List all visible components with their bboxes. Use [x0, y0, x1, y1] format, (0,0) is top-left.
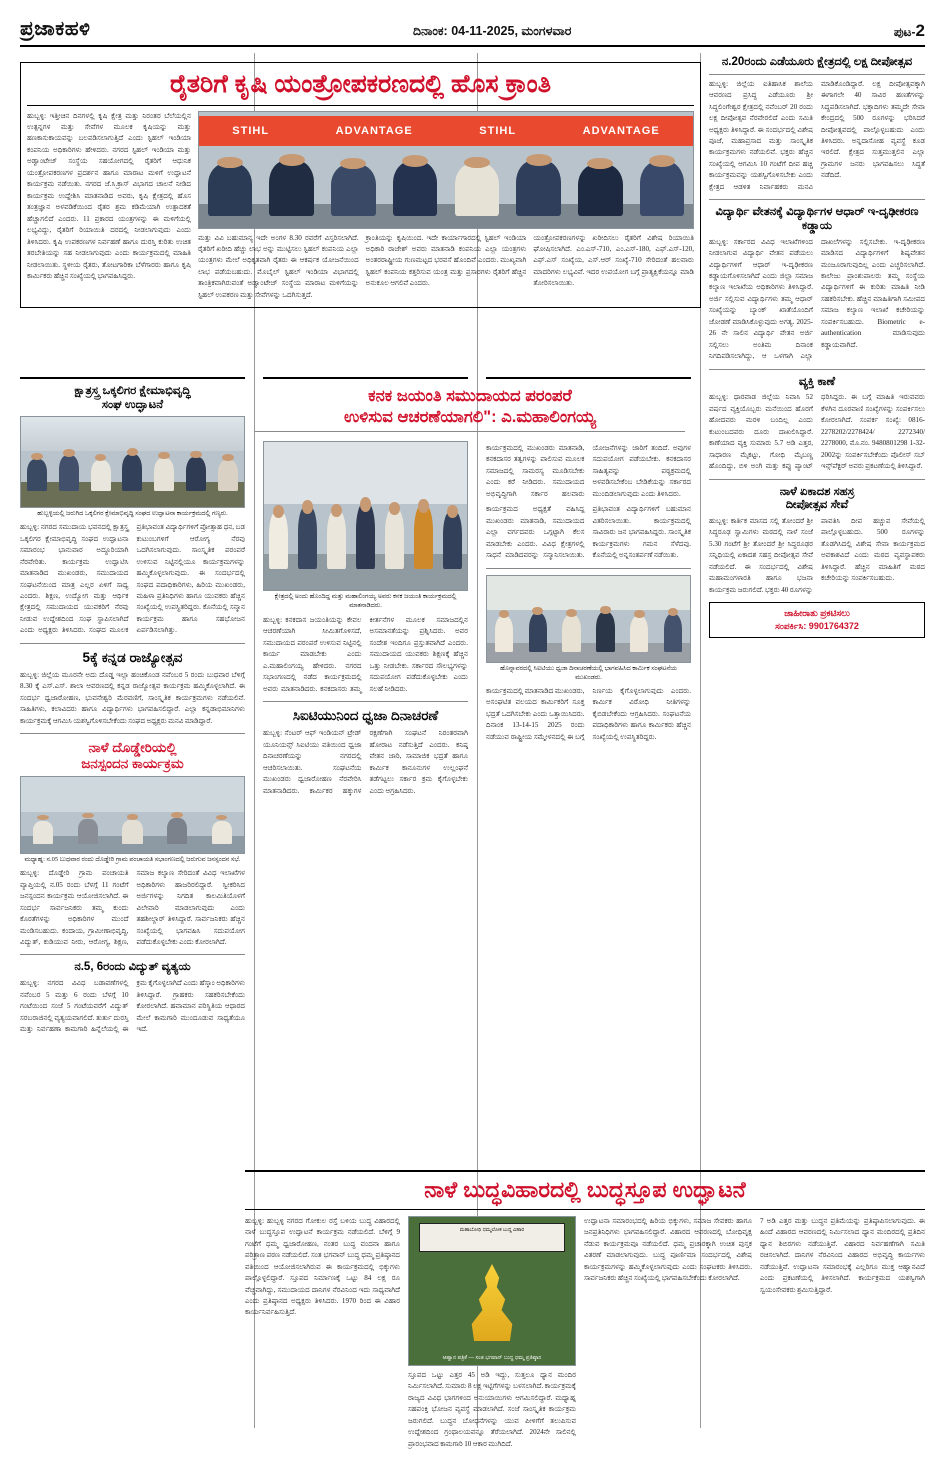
lead-content [27, 111, 694, 302]
buddha-col-3 [584, 1216, 752, 1450]
stupa-illustration [462, 1264, 522, 1341]
citu-photo-caption: ಹೊನ್ನಾವರದಲ್ಲಿ ಸಿಐಟಿಯು ಧ್ವಜಾ ದಿನಾಚರಣೆಯಲ್ಲಿ ಭಾಗವಹಿಸಿದ ಕಾರ್ಮಿಕ ಸಂಘಟನೆಯ ಮುಖಂಡರು. [500, 664, 677, 681]
divider [263, 701, 468, 702]
missing-person-headline: ವ್ಯಕ್ತಿ ಕಾಣೆ [798, 375, 836, 388]
lead-story [20, 62, 701, 308]
lead-body-1: ಹುಬ್ಬಳ್ಳಿ: ಇತ್ತೀಚಿನ ದಿನಗಳಲ್ಲಿ ಕೃಷಿ ಕ್ಷೇತ್ರ ಮತ್ತು ನಿರಂತರ ಬೆಲೆಯಲ್ಲಿನ ಉತ್ಪನ್ನಗಳ ಮತ್ತು ಸೇವೆಗಳ ಮೂಲಕ ಕೃಷಿಯನ್ನು ಮತ್ತು ಹಣಕಾಸುಕಾಯವನ್ನು ಬಲಪಡಿಸಲಾಗುತ್ತಿದೆ ಎಂದು ಸ್ಟಿಹಲ್ ಇಂಡಿಯಾ ಕಂಪನಿಯ ಅಧಿಕಾರಿಗಳು ಹೇಳಿದರು. ನಗರದ ಸ್ಟಿಹಲ್ ಇಂಡಿಯಾ ಮತ್ತು ಅಡ್ವಾಂಟೇಜ್ ಸಂಸ್ಥೆಯ ಸಹಯೋಗದಲ್ಲಿ ರೈತರಿಗೆ ಆಧುನಿಕ ಯಂತ್ರೋಪಕರಣಗಳ ಪ್ರದರ್ಶನ ಹಾಗೂ ಮಾರಾಟ ಮಳಿಗೆ ಉದ್ಘಾಟನೆ ಕಾರ್ಯಕ್ರಮ ನಡೆಯಿತು. ನಗರದ ಜೆ.ಸಿ.ಕ್ರಾಸ್ ವಿಭಾಗದ ಚಾಲನೆ ನೀಡಿದ ಕಾರ್ಯಕ್ರಮ ಉದ್ದೇಶಿಸಿ ಮಾತನಾಡಿದ ಅವರು, ಕೃಷಿ ಕ್ಷೇತ್ರದಲ್ಲಿ ಹೊಸ ತಂತ್ರಜ್ಞಾನ ಅಳವಡಿಕೆಯಿಂದ ರೈತರ ಶ್ರಮ ಕಡಿಮೆಯಾಗಿ ಉತ್ಪಾದಕತೆ ಹೆಚ್ಚಾಗಲಿದೆ ಎಂದರು. 11 ಪ್ರಕಾರದ ಯಂತ್ರಗಳನ್ನು ಈ ಮಳಿಗೆಯಲ್ಲಿ ಲಭ್ಯವಿದ್ದು, ರೈತರಿಗೆ ರಿಯಾಯಿತಿ ದರದಲ್ಲಿ ನೀಡಲಾಗುವುದು ಎಂದು ತಿಳಿಸಿದರು. ಕೃಷಿ ಉಪಕರಣಗಳ ನಿರ್ವಹಣೆ ಹಾಗೂ ದುರಸ್ತಿ ಕುರಿತು ಉಚಿತ ತರಬೇತಿಯನ್ನು ಸಹ ನೀಡಲಾಗುವುದು ಎಂದು ಕಾರ್ಯಕ್ರಮದಲ್ಲಿ ಮಾಹಿತಿ ನೀಡಲಾಯಿತು. ಸ್ಥಳೀಯ ರೈತರು, ತೋಟಗಾರಿಕಾ ಬೆಳೆಗಾರರು ಹಾಗೂ ಕೃಷಿ ಕಾರ್ಮಿಕರು ಹೆಚ್ಚಿನ ಸಂಖ್ಯೆಯಲ್ಲಿ ಭಾಗವಹಿಸಿದ್ದರು. [27, 111, 191, 281]
kanaka-photo-caption: ಕ್ಷೇತ್ರದಲ್ಲಿ ಅಂದು ಹೊಂದಿದ್ದ ಮತ್ತು ಮಹಾಲಿಂಗಯ್ಯ ಅವರು ಕನಕ ಜಯಂತಿ ಕಾರ್ಯಕ್ರಮದಲ್ಲಿ ಮಾತನಾಡಿದರು. [274, 593, 457, 609]
article-janaspandana [20, 740, 245, 948]
article-edeyuru [709, 56, 925, 193]
buddha-col-1 [245, 1216, 400, 1450]
article-rajyotsava [20, 650, 245, 727]
ad-contact-line1: ಜಾಹೀರಾತು ಪ್ರಕಟಿಸಲು [784, 608, 850, 619]
buddha-stupa-photo [408, 1216, 576, 1366]
divider [263, 377, 468, 379]
lead-body-3: ಕ್ರಾಂತಿಯನ್ನು ಕೃಷಿಯಿಂದ. ಇದೇ ಕಾರ್ಯಾಗಾರದಲ್ಲಿ ಸ್ಟಿಹಲ್ ಇಂಡಿಯಾ ಅಧಿಕಾರಿ ರಾಜೇಶ್ ಅವರು ಮಾತನಾಡಿ ಕಂಪನಿಯ ಎಲ್ಲಾ ಯಂತ್ರಗಳು ಅಂತರರಾಷ್ಟ್ರೀಯ ಗುಣಮಟ್ಟದ ಭರವಸೆ ಹೊಂದಿವೆ ಎಂದರು. ಮುಖ್ಯವಾಗಿ ಸ್ಟಿಹಲ್ ಕಂಪನಿಯ ಕತ್ತರಿಸುವ ಯಂತ್ರ ಮತ್ತು ಪ್ರಸಾರಗಳು ರೈತರಿಗೆ ಹೆಚ್ಚಿನ ಅನುಕೂಲ ಆಗಲಿವೆ ಎಂದರು. [365, 233, 527, 288]
lead-col-photo-and-text [198, 111, 694, 302]
lead-body-4: ಯಂತ್ರೋಪಕರಣಗಳನ್ನು ಖರೀದಿಸಲು ರೈತರಿಗೆ ವಿಶೇಷ ರಿಯಾಯಿತಿ ಘೋಷಿಸಲಾಗಿದೆ. ಎಂ.ಎಸ್-710, ಎಂ.ಎಸ್-180, ಎಫ್.ಎಸ್-120, ಎಫ್.ಎಸ್ ಸಂಖ್ಯೆಯ, ಎಸ್.ಆರ್ ಸಂಖ್ಯೆ-710 ಸೇರಿದಂತೆ ಹಲವಾರು ಮಾದರಿಗಳು ಲಭ್ಯವಿವೆ. ಇದರ ಉಪಯೋಗ ಬಗ್ಗೆ ಪ್ರಾತ್ಯಕ್ಷಿಕೆಯನ್ನೂ ಮಾಡಿ ತೋರಿಸಲಾಯಿತು. [533, 233, 695, 288]
deepotsava-headline-line1: ನಾಳೆ ಏಕಾದಶ ಸಹಸ್ರ [779, 485, 855, 498]
article-missing-person [709, 376, 925, 473]
issue-date: ದಿನಾಂಕ: 04-11-2025, ಮಂಗಳವಾರ [412, 24, 572, 38]
citu-body-left: ಹುಬ್ಬಳ್ಳಿ: ಸೆಂಟರ್ ಆಫ್ ಇಂಡಿಯನ್ ಟ್ರೇಡ್ ಯೂನಿಯನ್ಸ್ ಸಿಐಟಿಯು ವತಿಯಿಂದ ಧ್ವಜಾ ದಿನಾಚರಣೆಯನ್ನು ನಗರದಲ್ಲಿ ಆಚರಿಸಲಾಯಿತು. ಸಂಘಟನೆಯ ಮುಖಂಡರು ಧ್ವಜಾರೋಹಣ ನೆರವೇರಿಸಿ ಮಾತನಾಡಿದರು. ಕಾರ್ಮಿಕರ ಹಕ್ಕುಗಳ ರಕ್ಷಣೆಗಾಗಿ ಸಂಘಟನೆ ನಿರಂತರವಾಗಿ ಹೋರಾಟ ನಡೆಸುತ್ತಿದೆ ಎಂದರು. ಕನಿಷ್ಠ ವೇತನ ಜಾರಿ, ಸಾಮಾಜಿಕ ಭದ್ರತೆ ಹಾಗೂ ಕಾರ್ಮಿಕ ಕಾನೂನುಗಳ ಉಲ್ಲಂಘನೆ ತಡೆಗಟ್ಟಲು ಸರ್ಕಾರ ಕ್ರಮ ಕೈಗೊಳ್ಳಬೇಕು ಎಂದು ಆಗ್ರಹಿಸಿದರು. [263, 729, 468, 795]
page-number: 2 [915, 21, 925, 40]
divider [486, 377, 691, 379]
kanaka-body-right: ಕಾರ್ಯಕ್ರಮದಲ್ಲಿ ಮುಖಂಡರು ಮಾತನಾಡಿ, ಕನಕದಾಸರ ತತ್ವಗಳನ್ನು ಪಾಲಿಸುವ ಮೂಲಕ ಸಮಾಜದಲ್ಲಿ ಸಾಮರಸ್ಯ ಮೂಡಿಸಬೇಕು ಎಂದು ಕರೆ ನೀಡಿದರು. ಸಮುದಾಯದ ಅಭಿವೃದ್ಧಿಗಾಗಿ ಸರ್ಕಾರ ಹಲವಾರು ಯೋಜನೆಗಳನ್ನು ಜಾರಿಗೆ ತಂದಿದೆ. ಅವುಗಳ ಸದುಪಯೋಗ ಪಡೆಯಬೇಕು. ಕನಕದಾಸರ ಸಾಹಿತ್ಯವನ್ನು ಪಠ್ಯಕ್ರಮದಲ್ಲಿ ಅಳವಡಿಸಬೇಕೆಂಬ ಬೇಡಿಕೆಯನ್ನು ಸರ್ಕಾರದ ಮುಂದಿಡಲಾಗುವುದು ಎಂದು ತಿಳಿಸಿದರು. [486, 444, 691, 498]
advertisement-contact-box[interactable] [709, 602, 925, 638]
divider [709, 479, 925, 480]
divider [20, 643, 245, 644]
divider [20, 733, 245, 734]
scholarship-body: ಹುಬ್ಬಳ್ಳಿ: ಸರ್ಕಾರದ ವಿವಿಧ ಇಲಾಖೆಗಳಿಂದ ನೀಡಲಾಗುವ ವಿದ್ಯಾರ್ಥಿ ವೇತನ ಪಡೆಯಲು ವಿದ್ಯಾರ್ಥಿಗಳಿಗೆ ಆಧಾರ್ ಇ-ದೃಢೀಕರಣ ಕಡ್ಡಾಯಗೊಳಿಸಲಾಗಿದೆ ಎಂದು ಜಿಲ್ಲಾ ಸಮಾಜ ಕಲ್ಯಾಣ ಇಲಾಖೆಯ ಅಧಿಕಾರಿಗಳು ತಿಳಿಸಿದ್ದಾರೆ. ಅರ್ಜಿ ಸಲ್ಲಿಸುವ ವಿದ್ಯಾರ್ಥಿಗಳು ತಮ್ಮ ಆಧಾರ್ ಸಂಖ್ಯೆಯನ್ನು ಬ್ಯಾಂಕ್ ಖಾತೆಯೊಂದಿಗೆ ಜೋಡಣೆ ಮಾಡಿಸಿಕೊಳ್ಳುವುದು ಅಗತ್ಯ. 2025-26 ನೇ ಸಾಲಿನ ವಿದ್ಯಾರ್ಥಿ ವೇತನ ಅರ್ಜಿ ಸಲ್ಲಿಸಲು ಅಂತಿಮ ದಿನಾಂಕ ನಿಗದಿಪಡಿಸಲಾಗಿದ್ದು, ಆ ಒಳಗಾಗಿ ಎಲ್ಲಾ ದಾಖಲೆಗಳನ್ನು ಸಲ್ಲಿಸಬೇಕು. ಇ-ದೃಢೀಕರಣ ಮಾಡಿಸದ ವಿದ್ಯಾರ್ಥಿಗಳಿಗೆ ಶಿಷ್ಯವೇತನ ಮಂಜೂರಾಗುವುದಿಲ್ಲ ಎಂದು ಎಚ್ಚರಿಸಲಾಗಿದೆ. ಕಾಲೇಜು ಪ್ರಾಂಶುಪಾಲರು ತಮ್ಮ ಸಂಸ್ಥೆಯ ವಿದ್ಯಾರ್ಥಿಗಳಿಗೆ ಈ ಕುರಿತು ಮಾಹಿತಿ ನೀಡಿ ಸಹಕರಿಸಬೇಕು. ಹೆಚ್ಚಿನ ಮಾಹಿತಿಗಾಗಿ ಸಮೀಪದ ಸಮಾಜ ಕಲ್ಯಾಣ ಇಲಾಖೆ ಕಚೇರಿಯನ್ನು ಸಂಪರ್ಕಿಸಬಹುದು. Biometric e-authentication ಮಾಡಿಸುವುದು ಕಡ್ಡಾಯವಾಗಿದೆ. [709, 237, 925, 361]
okkaligara-photo-caption: ಹುಬ್ಬಳ್ಳಿಯಲ್ಲಿ ಜರುಗಿದ ಒಕ್ಕಲಿಗರ ಕ್ಷೇಮಾಭಿವೃದ್ಧಿ ಸಂಘದ ಉದ್ಘಾಟನಾ ಕಾರ್ಯಕ್ರಮದಲ್ಲಿ ಗಣ್ಯರು. [37, 510, 228, 518]
divider [255, 431, 685, 432]
janaspandana-photo-caption: ಮಧ್ಯಾಹ್ನ: ನ.05 ಬುಧವಾರ ರಂದು ದೊಡ್ಡೇರಿ ಗ್ರಾಮ ಪಂಚಾಯತಿ ಸಭಾಂಗಣದಲ್ಲಿ ಜರುಗುವ ಜನಸ್ಪಂದನ ಸಭೆ. [24, 856, 241, 864]
kanaka-headline [255, 386, 685, 427]
lead-col-1 [27, 111, 191, 302]
divider [20, 377, 245, 379]
missing-person-body: ಹುಬ್ಬಳ್ಳಿ: ಧಾರವಾಡ ಜಿಲ್ಲೆಯ ನಿವಾಸಿ 52 ವರ್ಷದ ವ್ಯಕ್ತಿಯೊಬ್ಬರು ಮನೆಯಿಂದ ಹೊರಗೆ ಹೋದವರು ಮರಳಿ ಬಂದಿಲ್ಲ ಎಂದು ಕುಟುಂಬದವರು ದೂರು ದಾಖಲಿಸಿದ್ದಾರೆ. ಕಾಣೆಯಾದ ವ್ಯಕ್ತಿ ಸುಮಾರು 5.7 ಅಡಿ ಎತ್ತರ, ಸಾಧಾರಣ ಮೈಕಟ್ಟು, ಗೋಧಿ ಮೈಬಣ್ಣ ಹೊಂದಿದ್ದು, ಬಿಳಿ ಅಂಗಿ ಮತ್ತು ಕಪ್ಪು ಪ್ಯಾಂಟ್ ಧರಿಸಿದ್ದರು. ಈ ಬಗ್ಗೆ ಮಾಹಿತಿ ಇರುವವರು ಕೆಳಗಿನ ದೂರವಾಣಿ ಸಂಖ್ಯೆಗಳನ್ನು ಸಂಪರ್ಕಿಸಲು ಕೋರಲಾಗಿದೆ. ಸಂಪರ್ಕ ಸಂಖ್ಯೆ: 0816-2278202/2278424/ 2272340/ 2278000, ಮೊ.ನಂ. 9480801298 1-32-2002ನ್ನು ಸಂಪರ್ಕಿಸಬೇಕೆಂದು ಪೊಲೀಸ್ ಸಬ್ ಇನ್ಸ್‌ಪೆಕ್ಟರ್ ಅವರು ಪ್ರಕಟಣೆಯಲ್ಲಿ ತಿಳಿಸಿದ್ದಾರೆ. [709, 393, 925, 471]
scholarship-headline: ವಿದ್ಯಾರ್ಥಿ ವೇತನಕ್ಕೆ ವಿದ್ಯಾರ್ಥಿಗಳ ಆಧಾರ್ ಇ-ದೃಢೀಕರಣ ಕಡ್ಡಾಯ [715, 206, 919, 232]
page-number-label [894, 21, 925, 41]
lead-story-box [20, 62, 701, 308]
kanaka-headline-line1: ಕನಕ ಜಯಂತಿ ಸಮುದಾಯದ ಪರಂಪರೆ [368, 387, 572, 405]
edeyuru-body: ಹುಬ್ಬಳ್ಳಿ: ಜಿಲ್ಲೆಯ ಐತಿಹಾಸಿಕ ಶಾಲೆಯ ಆವರಣದ ಪ್ರಸಿದ್ಧ ಎಡೆಯೂರು ಶ್ರೀ ಸಿದ್ಧಲಿಂಗೇಶ್ವರ ಕ್ಷೇತ್ರದಲ್ಲಿ ನವೆಂಬರ್ 20 ರಂದು ಲಕ್ಷ ದೀಪೋತ್ಸವ ನೆರವೇರಲಿದೆ ಎಂದು ಸಮಿತಿ ಅಧ್ಯಕ್ಷರು ತಿಳಿಸಿದ್ದಾರೆ. ಈ ಸಂದರ್ಭದಲ್ಲಿ ವಿಶೇಷ ಪೂಜೆ, ಮಹಾಪ್ರಸಾದ ಮತ್ತು ಸಾಂಸ್ಕೃತಿಕ ಕಾರ್ಯಕ್ರಮಗಳು ನಡೆಯಲಿವೆ. ಭಕ್ತರು ಹೆಚ್ಚಿನ ಸಂಖ್ಯೆಯಲ್ಲಿ ಆಗಮಿಸಿ 10 ಗಂಟೆಗೆ ದೀಪ ಹಚ್ಚಿ ಕಾರ್ಯಕ್ರಮವನ್ನು ಯಶಸ್ವಿಗೊಳಿಸಬೇಕು ಎಂದು ಕ್ಷೇತ್ರದ ಆಡಳಿತ ನಿರ್ವಾಹಕರು ಮನವಿ ಮಾಡಿಕೊಂಡಿದ್ದಾರೆ. ಲಕ್ಷ ದೀಪೋತ್ಸವಕ್ಕಾಗಿ ಈಗಾಗಲೇ 40 ಸಾವಿರ ಹಣತೆಗಳನ್ನು ಸಿದ್ಧಪಡಿಸಲಾಗಿದೆ. ಭಕ್ತಾದಿಗಳು ತಮ್ಮದೇ ಸೇವಾ ಕೇಂದ್ರದಲ್ಲಿ 500 ರೂಗಳನ್ನು ಭರಿಸಿದರೆ ದೀಪೋತ್ಸವದಲ್ಲಿ ಪಾಲ್ಗೊಳ್ಳಬಹುದು ಎಂದು ತಿಳಿಸಿದರು. ಅನ್ನದಾಸೋಹ ವ್ಯವಸ್ಥೆ ಕೂಡ ಇರಲಿದೆ. ಕ್ಷೇತ್ರದ ಸುತ್ತಮುತ್ತಲಿನ ಎಲ್ಲಾ ಗ್ರಾಮಗಳ ಜನರು ಭಾಗವಹಿಸಲು ಸಿದ್ಧತೆ ನಡೆದಿದೆ. [709, 79, 925, 191]
page-label-text: ಪುಟ- [893, 25, 916, 39]
kanaka-headline-line2: ಉಳಿಸುವ ಆಚರಣೆಯಾಗಲಿ": ಎ.ಮಹಾಲಿಂಗಯ್ಯ [343, 407, 596, 426]
invitation-banner: ಮಹಾಬೋಧಿ ಧಮ್ಮಲೋಕ ಬುದ್ಧ ವಿಹಾರ [419, 1223, 565, 1253]
janaspandana-headline [20, 740, 245, 772]
divider [709, 199, 925, 200]
divider [709, 74, 925, 75]
buddha-body-2: ಸ್ತೂಪದ ಒಟ್ಟು ಎತ್ತರ 45 ಅಡಿ ಇದ್ದು, ಸುತ್ತಲೂ ಧ್ಯಾನ ಮಂದಿರ ನಿರ್ಮಿಸಲಾಗಿದೆ. ಸುಮಾರು 8 ಲಕ್ಷ ಇಟ್ಟಿಗೆಗಳನ್ನು ಬಳಸಲಾಗಿದೆ. ಕಾರ್ಯಕ್ರಮಕ್ಕೆ ರಾಜ್ಯದ ವಿವಿಧ ಭಾಗಗಳಿಂದ ಅನುಯಾಯಿಗಳು ಆಗಮಿಸಲಿದ್ದಾರೆ. ಮಧ್ಯಾಹ್ನ ಸಹಪಂಕ್ತಿ ಭೋಜನ ವ್ಯವಸ್ಥೆ ಮಾಡಲಾಗಿದೆ. ಸಂಜೆ ಸಾಂಸ್ಕೃತಿಕ ಕಾರ್ಯಕ್ರಮ ಜರುಗಲಿದೆ. ಬುದ್ಧನ ಬೋಧನೆಗಳನ್ನು ಯುವ ಪೀಳಿಗೆಗೆ ತಲುಪಿಸುವ ಉದ್ದೇಶದಿಂದ ಗ್ರಂಥಾಲಯವನ್ನೂ ತೆರೆಯಲಾಗಿದೆ. 2024ನೇ ಸಾಲಿನಲ್ಲಿ ಪ್ರಾರಂಭವಾದ ಕಾಮಗಾರಿ 10 ಆಕಾರ ಮುಗಿದಿದೆ. [408, 1370, 577, 1448]
article-buddha-stupa [245, 1164, 925, 1450]
lead-photo [198, 111, 694, 229]
divider [486, 568, 691, 569]
citu-headline: ಸಿಐಟಿಯುನಿಂದ ಧ್ವಜಾ ದಿನಾಚರಣೆ [292, 708, 439, 724]
deepotsava-body: ಹುಬ್ಬಳ್ಳಿ: ಕಾರ್ತಿಕ ಮಾಸದ ಸಲ್ಲಿ ತೋಂದರೆ ಶ್ರೀ ಸಿದ್ಧರೂಢ ಸ್ವಾಮಿಗಳು ಮಠದಲ್ಲಿ ನಾಳೆ ಸಂಜೆ 5.30 ಗಂಟೆಗೆ ಶ್ರೀ ತೋಂದರೆ ಶ್ರೀ ಸಿದ್ಧರೂಢರ ಸನ್ನಿಧಿಯಲ್ಲಿ ಏಕಾದಶ ಸಹಸ್ರ ದೀಪೋತ್ಸವ ಸೇವೆ ನಡೆಯಲಿದೆ. ಈ ಸಂದರ್ಭದಲ್ಲಿ ವಿಶೇಷ ಮಹಾಮಂಗಳಾರತಿ ಹಾಗೂ ಭಜನಾ ಕಾರ್ಯಕ್ರಮ ಜರುಗಲಿದೆ. ಭಕ್ತರು 40 ರೂಗಳನ್ನು ಪಾವತಿಸಿ ದೀಪ ಹಚ್ಚುವ ಸೇವೆಯಲ್ಲಿ ಪಾಲ್ಗೊಳ್ಳಬಹುದು. 500 ರೂಗಳನ್ನು ತೊಡಗಿಸಿದಲ್ಲಿ ವಿಶೇಷ ಸೇವಾ ಕಾರ್ಯಕ್ರಮದ ಅವಕಾಶವಿದೆ ಎಂದು ಮಠದ ವ್ಯವಸ್ಥಾಪಕರು ತಿಳಿಸಿದ್ದಾರೆ. ಹೆಚ್ಚಿನ ಮಾಹಿತಿಗೆ ಮಠದ ಕಚೇರಿಯನ್ನು ಸಂಪರ್ಕಿಸಬಹುದು. [709, 516, 925, 594]
kanaka-photo [263, 441, 468, 591]
janaspandana-photo [20, 776, 245, 854]
divider [709, 369, 925, 370]
buddha-content [245, 1216, 925, 1450]
lead-captions-row [198, 233, 694, 302]
article-scholarship-aadhaar [709, 206, 925, 362]
okkaligara-headline-line1: ಕ್ಷಾತ್ರಸ್ತ್ರ ಒಕ್ಕಲಿಗರ ಕ್ಷೇಮಾಭಿವೃದ್ಧಿ [74, 385, 191, 397]
okkaligara-photo [20, 416, 245, 508]
buddha-col-photo [408, 1216, 576, 1450]
buddha-body-3: ಉದ್ಘಾಟನಾ ಸಮಾರಂಭದಲ್ಲಿ ಹಿರಿಯ ಭಿಕ್ಕುಗಳು, ಸಮಾಜ ಸೇವಕರು ಹಾಗೂ ಜನಪ್ರತಿನಿಧಿಗಳು ಭಾಗವಹಿಸಲಿದ್ದಾರೆ. ವಿಹಾರದ ಆವರಣದಲ್ಲಿ ಬೋಧಿವೃಕ್ಷ ನೆಡುವ ಕಾರ್ಯಕ್ರಮವೂ ನಡೆಯಲಿದೆ. ಧಮ್ಮ ಪ್ರಚಾರಕ್ಕಾಗಿ ಉಚಿತ ಪುಸ್ತಕ ವಿತರಣೆ ಮಾಡಲಾಗುವುದು. ಬುದ್ಧ ಪೂರ್ಣಿಮಾ ಸಂದರ್ಭದಲ್ಲಿ ವಿಶೇಷ ಕಾರ್ಯಕ್ರಮಗಳನ್ನು ಹಮ್ಮಿಕೊಳ್ಳಲಾಗುವುದು ಎಂದು ಸಂಘಟಕರು ತಿಳಿಸಿದರು. ಸಾರ್ವಜನಿಕರು ಹೆಚ್ಚಿನ ಸಂಖ್ಯೆಯಲ್ಲಿ ಭಾಗವಹಿಸಬೇಕೆಂದು ಕೋರಲಾಗಿದೆ. [584, 1216, 752, 1283]
buddha-body-4: 7 ಅಡಿ ಎತ್ತರ ಮತ್ತು ಬುದ್ಧನ ಪ್ರತಿಮೆಯನ್ನು ಪ್ರತಿಷ್ಠಾಪಿಸಲಾಗುವುದು. ಈ ಹಿಂದೆ ವಿಹಾರದ ಆವರಣದಲ್ಲಿ ನಿರ್ಮಿಸಲಾದ ಧ್ಯಾನ ಮಂದಿರದಲ್ಲಿ ಪ್ರತಿದಿನ ಧ್ಯಾನ ಶಿಬಿರಗಳು ನಡೆಯುತ್ತಿವೆ. ವಿಹಾರದ ನಿರ್ವಹಣೆಗಾಗಿ ಸಮಿತಿ ರಚಿಸಲಾಗಿದೆ. ದಾನಿಗಳ ನೆರವಿನಿಂದ ವಿಹಾರದ ಅಭಿವೃದ್ಧಿ ಕಾರ್ಯಗಳು ನಡೆಯುತ್ತಿವೆ. ಉದ್ಘಾಟನಾ ಸಮಾರಂಭಕ್ಕೆ ಎಲ್ಲರಿಗೂ ಮುಕ್ತ ಆಹ್ವಾನವಿದೆ ಎಂದು ಪ್ರಕಟಣೆಯಲ್ಲಿ ತಿಳಿಸಲಾಗಿದೆ. ಕಾರ್ಯಕ್ರಮದ ಯಶಸ್ವಿಗಾಗಿ ಸ್ವಯಂಸೇವಕರು ಶ್ರಮಿಸುತ್ತಿದ್ದಾರೆ. [760, 1216, 925, 1294]
janaspandana-headline-line2: ಜನಸ್ಪಂದನ ಕಾರ್ಯಕ್ರಮ [81, 756, 184, 772]
rajyotsava-headline: 5ಕ್ಕೆ ಕನ್ನಡ ರಾಜ್ಯೋತ್ಸವ [82, 649, 183, 665]
newspaper-title: ಪ್ರಜಾಕಹಳಿ [20, 18, 91, 40]
article-okkaligara-sangha [20, 385, 245, 637]
divider [20, 954, 245, 955]
edeyuru-headline: ನ.20ರಂದು ಎಡೆಯೂರು ಕ್ಷೇತ್ರದಲ್ಲಿ ಲಕ್ಷ ದೀಪೋತ್ಸವ [721, 56, 913, 68]
buddha-headline: ನಾಳೆ ಬುದ್ಧವಿಹಾರದಲ್ಲಿ ಬುದ್ಧಸ್ತೂಪ ಉದ್ಘಾಟನೆ [245, 1170, 925, 1210]
kanaka-headline-block [255, 386, 685, 432]
power-cut-body: ಹುಬ್ಬಳ್ಳಿ: ನಗರದ ವಿವಿಧ ಬಡಾವಣೆಗಳಲ್ಲಿ ನವೆಂಬರ 5 ಮತ್ತು 6 ರಂದು ಬೆಳಗ್ಗೆ 10 ಗಂಟೆಯಿಂದ ಸಂಜೆ 5 ಗಂಟೆಯವರೆಗೆ ವಿದ್ಯುತ್ ಸರಬರಾಜಿನಲ್ಲಿ ವ್ಯತ್ಯಯವಾಗಲಿದೆ. ತುರ್ತು ದುರಸ್ತಿ ಮತ್ತು ನಿರ್ವಹಣಾ ಕಾಮಗಾರಿ ಹಿನ್ನೆಲೆಯಲ್ಲಿ ಈ ಕ್ರಮ ಕೈಗೊಳ್ಳಲಾಗಿದೆ ಎಂದು ಹೆಸ್ಕಾಂ ಅಧಿಕಾರಿಗಳು ತಿಳಿಸಿದ್ದಾರೆ. ಗ್ರಾಹಕರು ಸಹಕರಿಸಬೇಕೆಂದು ಕೋರಲಾಗಿದೆ. ಹವಾಮಾನ ಪರಿಸ್ಥಿತಿಯ ಆಧಾರದ ಮೇಲೆ ಕಾಮಗಾರಿ ಮುಂದೂಡುವ ಸಾಧ್ಯತೆಯೂ ಇದೆ. [20, 979, 245, 1033]
okkaligara-headline [20, 385, 245, 412]
ad-contact-line2: ಸಂಪರ್ಕಿಸಿ: 9901764372 [775, 621, 859, 632]
buddha-body-1: ಹುಬ್ಬಳ್ಳಿ: ಹುಬ್ಬಳ್ಳಿ ನಗರದ ಗೋಕುಲ ರಸ್ತೆ ಬಳಿಯ ಬುದ್ಧ ವಿಹಾರದಲ್ಲಿ ನಾಳೆ ಬುದ್ಧಸ್ತೂಪ ಉದ್ಘಾಟನೆ ಕಾರ್ಯಕ್ರಮ ನಡೆಯಲಿದೆ. ಬೆಳಿಗ್ಗೆ 9 ಗಂಟೆಗೆ ಧಮ್ಮ ಧ್ವಜಾರೋಹಣ, ನಂತರ ಬುದ್ಧ ವಂದನಾ ಹಾಗೂ ಪರಿತ್ರಾಣ ಪಠಣ ನಡೆಯಲಿದೆ. ಸಂತ ಭಗವಾನ್ ಬುದ್ಧ ಧಮ್ಮ ಪ್ರತಿಷ್ಠಾನದ ವತಿಯಿಂದ ಆಯೋಜಿಸಲಾಗಿರುವ ಈ ಕಾರ್ಯಕ್ರಮದಲ್ಲಿ ಭಿಕ್ಕುಗಳು ಪಾಲ್ಗೊಳ್ಳಲಿದ್ದಾರೆ. ಸ್ತೂಪದ ನಿರ್ಮಾಣಕ್ಕೆ ಒಟ್ಟು 84 ಲಕ್ಷ ರೂ ವೆಚ್ಚವಾಗಿದ್ದು, ಸಮುದಾಯದ ದಾನಿಗಳ ನೆರವಿನಿಂದ ಇದು ಸಾಧ್ಯವಾಗಿದೆ ಎಂದು ಪ್ರತಿಷ್ಠಾನದ ಅಧ್ಯಕ್ಷರು ತಿಳಿಸಿದರು. 1970 ರಿಂದ ಈ ವಿಹಾರ ಕಾರ್ಯನಿರ್ವಹಿಸುತ್ತಿದೆ. [245, 1216, 400, 1317]
janaspandana-headline-line1: ನಾಳೆ ದೊಡ್ಡೇರಿಯಲ್ಲಿ [88, 740, 177, 756]
citu-photo [486, 575, 691, 663]
janaspandana-body: ಹುಬ್ಬಳ್ಳಿ: ದೊಡ್ಡೇರಿ ಗ್ರಾಮ ಪಂಚಾಯತಿ ವ್ಯಾಪ್ತಿಯಲ್ಲಿ ನ.05 ರಂದು ಬೆಳಗ್ಗೆ 11 ಗಂಟೆಗೆ ಜನಸ್ಪಂದನ ಕಾರ್ಯಕ್ರಮ ಆಯೋಜಿಸಲಾಗಿದೆ. ಈ ಸಂದರ್ಭ ಸಾರ್ವಜನಿಕರು ತಮ್ಮ ಕುಂದು ಕೊರತೆಗಳನ್ನು ಅಧಿಕಾರಿಗಳ ಮುಂದೆ ಮಂಡಿಸಬಹುದು. ಕಂದಾಯ, ಗ್ರಾಮೀಣಾಭಿವೃದ್ಧಿ, ವಿದ್ಯುತ್, ಕುಡಿಯುವ ನೀರು, ಆರೋಗ್ಯ, ಶಿಕ್ಷಣ, ಸಮಾಜ ಕಲ್ಯಾಣ ಸೇರಿದಂತೆ ವಿವಿಧ ಇಲಾಖೆಗಳ ಅಧಿಕಾರಿಗಳು ಹಾಜರಿರಲಿದ್ದಾರೆ. ಸ್ವೀಕರಿಸಿದ ಅರ್ಜಿಗಳನ್ನು ನಿಗದಿತ ಕಾಲಮಿತಿಯೊಳಗೆ ವಿಲೇವಾರಿ ಮಾಡಲಾಗುವುದು ಎಂದು ತಹಶೀಲ್ದಾರ್ ತಿಳಿಸಿದ್ದಾರೆ. ಸಾರ್ವಜನಿಕರು ಹೆಚ್ಚಿನ ಸಂಖ್ಯೆಯಲ್ಲಿ ಭಾಗವಹಿಸಿ ಸದುಪಯೋಗ ಪಡೆದುಕೊಳ್ಳಬೇಕು ಎಂದು ಕೋರಲಾಗಿದೆ. [20, 869, 245, 946]
citu-body-right: ಕಾರ್ಯಕ್ರಮದಲ್ಲಿ ಮಾತನಾಡಿದ ಮುಖಂಡರು, ಅಸಂಘಟಿತ ವಲಯದ ಕಾರ್ಮಿಕರಿಗೆ ಸೂಕ್ತ ಭದ್ರತೆ ಒದಗಿಸಬೇಕು ಎಂದು ಒತ್ತಾಯಿಸಿದರು. ದಿನಾಂಕ 13-14-15 2025 ರಂದು ನಡೆಯುವ ರಾಷ್ಟ್ರೀಯ ಸಮ್ಮೇಳನದಲ್ಲಿ ಈ ಬಗ್ಗೆ ನಿರ್ಣಯ ಕೈಗೊಳ್ಳಲಾಗುವುದು ಎಂದರು. ಕಾರ್ಮಿಕ ವಿರೋಧಿ ನೀತಿಗಳನ್ನು ಕೈಬಿಡಬೇಕೆಂದು ಆಗ್ರಹಿಸಿದರು. ಸಂಘಟನೆಯ ಪದಾಧಿಕಾರಿಗಳು ಹಾಗೂ ಕಾರ್ಮಿಕರು ಹೆಚ್ಚಿನ ಸಂಖ್ಯೆಯಲ್ಲಿ ಉಪಸ್ಥಿತರಿದ್ದರು. [486, 686, 691, 741]
okkaligara-body: ಹುಬ್ಬಳ್ಳಿ: ನಗರದ ಸಮುದಾಯ ಭವನದಲ್ಲಿ ಕ್ಷಾತ್ರಸ್ತ್ರ ಒಕ್ಕಲಿಗರ ಕ್ಷೇಮಾಭಿವೃದ್ಧಿ ಸಂಘದ ಉದ್ಘಾಟನಾ ಸಮಾರಂಭ ಭಾನುವಾರ ಅದ್ಧೂರಿಯಾಗಿ ನೆರವೇರಿತು. ಕಾರ್ಯಕ್ರಮ ಉದ್ಘಾಟಿಸಿ ಮಾತನಾಡಿದ ಮುಖಂಡರು, ಸಮುದಾಯದ ಸಂಘಟನೆಯಿಂದ ಮಾತ್ರ ಎಲ್ಲರ ಏಳಿಗೆ ಸಾಧ್ಯ ಎಂದರು. ಶಿಕ್ಷಣ, ಉದ್ಯೋಗ ಮತ್ತು ಆರ್ಥಿಕ ಕ್ಷೇತ್ರದಲ್ಲಿ ಸಮುದಾಯದ ಯುವಕರಿಗೆ ನೆರವು ನೀಡುವ ಉದ್ದೇಶದಿಂದ ಸಂಘ ಸ್ಥಾಪಿಸಲಾಗಿದೆ ಎಂದು ಅಧ್ಯಕ್ಷರು ತಿಳಿಸಿದರು. ಸಂಘದ ಮೂಲಕ ಪ್ರತಿಭಾವಂತ ವಿದ್ಯಾರ್ಥಿಗಳಿಗೆ ಪ್ರೋತ್ಸಾಹ ಧನ, ಬಡ ಕುಟುಂಬಗಳಿಗೆ ಆರೋಗ್ಯ ನೆರವು ಒದಗಿಸಲಾಗುವುದು. ಸಾಂಸ್ಕೃತಿಕ ಪರಂಪರೆ ಉಳಿಸುವ ನಿಟ್ಟಿನಲ್ಲಿಯೂ ಕಾರ್ಯಕ್ರಮಗಳನ್ನು ಹಮ್ಮಿಕೊಳ್ಳಲಾಗುವುದು. ಈ ಸಂದರ್ಭದಲ್ಲಿ ಸಂಘದ ಪದಾಧಿಕಾರಿಗಳು, ಹಿರಿಯ ಮುಖಂಡರು, ಮಹಿಳಾ ಪ್ರತಿನಿಧಿಗಳು ಹಾಗೂ ಯುವಕರು ಹೆಚ್ಚಿನ ಸಂಖ್ಯೆಯಲ್ಲಿ ಉಪಸ್ಥಿತರಿದ್ದರು. ಕೊನೆಯಲ್ಲಿ ಸನ್ಮಾನ ಕಾರ್ಯಕ್ರಮ ಹಾಗೂ ಸಹಭೋಜನ ಏರ್ಪಡಿಸಲಾಗಿತ್ತು. [20, 523, 245, 635]
rajyotsava-body: ಹುಬ್ಬಳ್ಳಿ: ಜಿಲ್ಲೆಯ ಮೂರನೇ ಅದು ದೊಡ್ಡ ಇಲ್ಲಾ ಹಂಚಿಕೊಂಡ ನವೆಂಬರ 5 ರಂದು ಬುಧವಾರ ಬೆಳಿಗ್ಗೆ 8.30 ಕ್ಕೆ ಎಸ್.ಎಸ್. ಶಾಲಾ ಆವರಣದಲ್ಲಿ ಕನ್ನಡ ರಾಜ್ಯೋತ್ಸವ ಕಾರ್ಯಕ್ರಮ ಹಮ್ಮಿಕೊಳ್ಳಲಾಗಿದೆ. ಈ ಸಂದರ್ಭ ಧ್ವಜಾರೋಹಣ, ಭುವನೇಶ್ವರಿ ಮೆರವಣಿಗೆ, ಸಾಂಸ್ಕೃತಿಕ ಕಾರ್ಯಕ್ರಮಗಳು ನಡೆಯಲಿವೆ. ಸಾಹಿತಿಗಳು, ಕಲಾವಿದರು ಹಾಗೂ ವಿದ್ಯಾರ್ಥಿಗಳು ಭಾಗವಹಿಸಲಿದ್ದಾರೆ. ಎಲ್ಲಾ ಕನ್ನಡಾಭಿಮಾನಿಗಳು ಕಾರ್ಯಕ್ರಮಕ್ಕೆ ಆಗಮಿಸಿ ಯಶಸ್ವಿಗೊಳಿಸಬೇಕೆಂದು ಸಂಘದ ಅಧ್ಯಕ್ಷರು ಮನವಿ ಮಾಡಿದ್ದಾರೆ. [20, 670, 245, 725]
article-deepotsava-seve [709, 486, 925, 597]
okkaligara-headline-line2: ಸಂಘ ಉದ್ಘಾಟನೆ [101, 398, 164, 411]
masthead [20, 18, 925, 47]
kanaka-body-left: ಹುಬ್ಬಳ್ಳಿ: ಕನಕದಾಸ ಜಯಂತಿಯನ್ನು ಕೇವಲ ಆಚರಣೆಯಾಗಿ ಸೀಮಿತಗೊಳಿಸದೆ, ಸಮುದಾಯದ ಪರಂಪರೆ ಉಳಿಸುವ ನಿಟ್ಟಿನಲ್ಲಿ ಕಾರ್ಯ ಮಾಡಬೇಕು ಎಂದು ಎ.ಮಹಾಲಿಂಗಯ್ಯ ಹೇಳಿದರು. ನಗರದ ಸಭಾಂಗಣದಲ್ಲಿ ನಡೆದ ಕಾರ್ಯಕ್ರಮದಲ್ಲಿ ಅವರು ಮಾತನಾಡಿದರು. ಕನಕದಾಸರು ತಮ್ಮ ಕೀರ್ತನೆಗಳ ಮೂಲಕ ಸಮಾಜದಲ್ಲಿನ ಅಸಮಾನತೆಯನ್ನು ಪ್ರಶ್ನಿಸಿದರು. ಅವರ ಸಂದೇಶ ಇಂದಿಗೂ ಪ್ರಸ್ತುತವಾಗಿದೆ ಎಂದರು. ಸಮುದಾಯದ ಯುವಕರು ಶಿಕ್ಷಣಕ್ಕೆ ಹೆಚ್ಚಿನ ಒತ್ತು ನೀಡಬೇಕು. ಸರ್ಕಾರದ ಸೌಲಭ್ಯಗಳನ್ನು ಸದುಪಯೋಗ ಪಡೆದುಕೊಳ್ಳಬೇಕು ಎಂದು ಸಲಹೆ ನೀಡಿದರು. [263, 615, 468, 693]
lead-body-2: ಮತ್ತು ವಿವಿ ಬಹುಮಾನ್ಯ ಇದೇ ಅಂಗಳ 8.30 ರವರೆಗೆ ವಿಸ್ತರಿಸಲಾಗಿದೆ. ರೈತರಿಗೆ ಖರೀದಿ ಹೆಚ್ಚು ಲಾಭ ಅನ್ನು ಮುಟ್ಟಿಸಲು ಸ್ಟಿಹಲ್ ಕಂಪನಿಯ ಎಲ್ಲಾ ಯಂತ್ರಗಳು ಮೇಲೆ ಅಧಿಕೃತವಾಗಿ ರೈತರು ಈ ಆಕರ್ಷಕ ಯೋಜನೆಯಿಂದ ಲಾಭ ಪಡೆಯಬಹುದು. ಮೊಬೈಲ್ ಸ್ಟಿಹಲ್ ಇಂಡಿಯಾ ವಿಭಾಗದಲ್ಲಿ ತಾಂತ್ರಿಕವಾಗಿರುವಂತೆ ಅಡ್ವಾಂಟೇಜ್ ಸಂಸ್ಥೆಯ ಮಾರಾಟ ಮಳಿಗೆಯನ್ನು ಸ್ಟಿಹಲ್ ಉಪಕರಣ ಮತ್ತು ಸೇವೆಗಳನ್ನು ಒದಗಿಸುತ್ತದೆ. [198, 233, 359, 299]
buddha-col-4 [760, 1216, 925, 1450]
lead-headline: ರೈತರಿಗೆ ಕೃಷಿ ಯಂತ್ರೋಪಕರಣದಲ್ಲಿ ಹೊಸ ಕ್ರಾಂತಿ [27, 67, 694, 106]
kanaka-body-right2: ಕಾರ್ಯಕ್ರಮದ ಅಧ್ಯಕ್ಷತೆ ವಹಿಸಿದ್ದ ಮುಖಂಡರು ಮಾತನಾಡಿ, ಸಮುದಾಯದ ಎಲ್ಲಾ ವರ್ಗದವರು ಒಗ್ಗಟ್ಟಾಗಿ ಕೆಲಸ ಮಾಡಬೇಕು ಎಂದರು. ವಿವಿಧ ಕ್ಷೇತ್ರಗಳಲ್ಲಿ ಸಾಧನೆ ಮಾಡಿದವರನ್ನು ಸನ್ಮಾನಿಸಲಾಯಿತು. ಪ್ರತಿಭಾವಂತ ವಿದ್ಯಾರ್ಥಿಗಳಿಗೆ ಬಹುಮಾನ ವಿತರಿಸಲಾಯಿತು. ಕಾರ್ಯಕ್ರಮದಲ್ಲಿ ಸಾವಿರಾರು ಜನ ಭಾಗವಹಿಸಿದ್ದರು. ಸಾಂಸ್ಕೃತಿಕ ಕಾರ್ಯಕ್ರಮಗಳು ಗಮನ ಸೆಳೆದವು. ಕೊನೆಯಲ್ಲಿ ಅನ್ನಸಂತರ್ಪಣೆ ನಡೆಯಿತು. [486, 505, 691, 560]
invitation-label: ಆಹ್ವಾನ ಪತ್ರಿಕೆ — ಸಂತ ಭಗವಾನ್ ಬುದ್ಧ ಧಮ್ಮ ಪ್ರತಿಷ್ಠಾನ [442, 1354, 542, 1361]
deepotsava-headline [709, 486, 925, 513]
stihl-banner: STIHL ADVANTAGE STIHL ADVANTAGE [199, 116, 693, 146]
power-cut-headline: ನ.5, 6ರಂದು ವಿದ್ಯುತ್ ವ್ಯತ್ಯಯ [74, 961, 191, 974]
deepotsava-headline-line2: ದೀಪೋತ್ಸವ ಸೇವೆ [785, 499, 849, 512]
article-power-cut [20, 961, 245, 1035]
